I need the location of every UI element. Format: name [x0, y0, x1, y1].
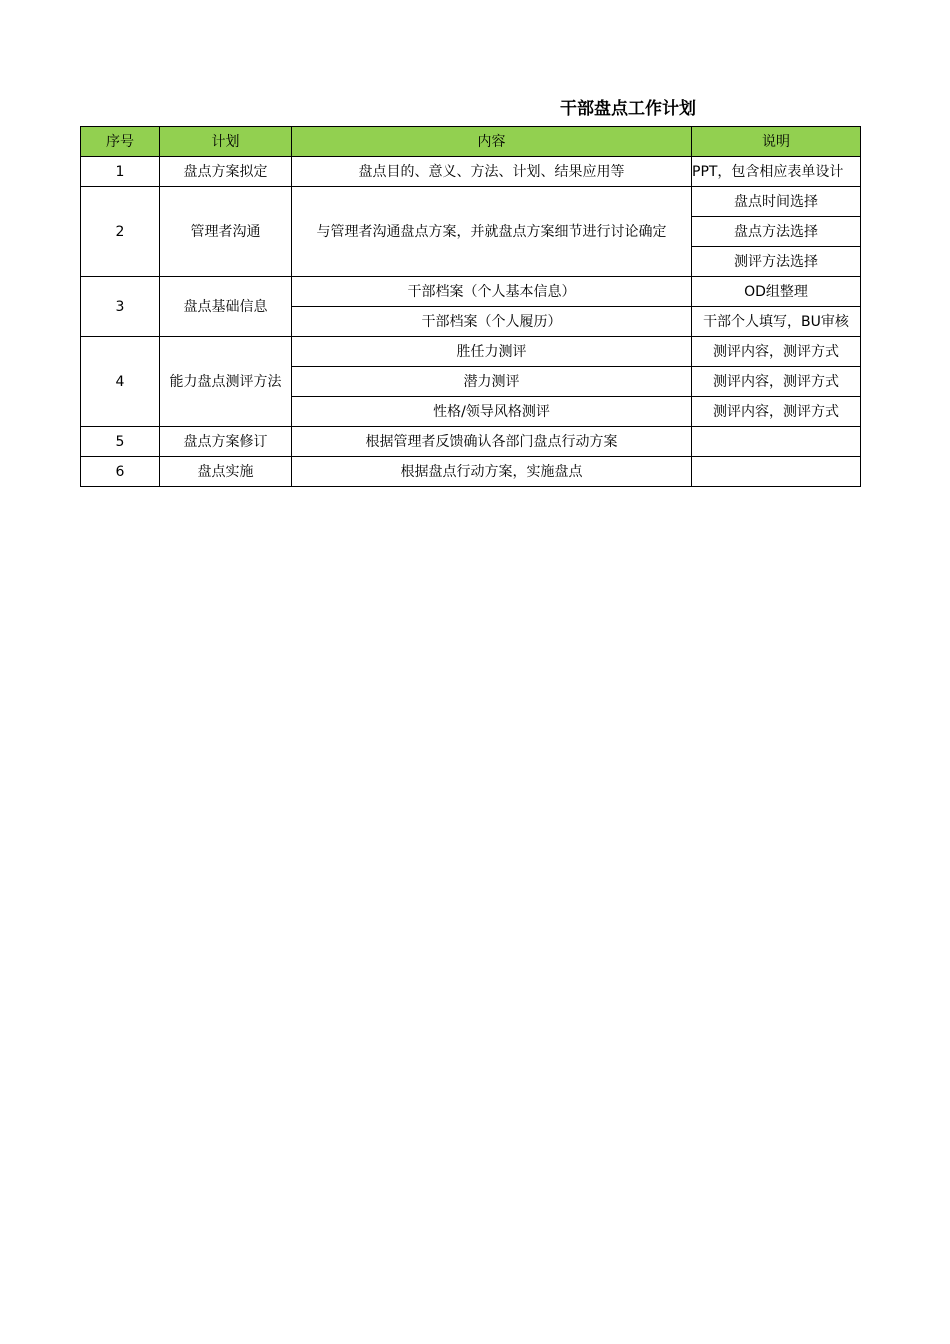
table-row [81, 457, 861, 487]
page-title: 干部盘点工作计划 [560, 99, 696, 119]
cell-note [692, 427, 861, 457]
cell-no: 3 [81, 277, 160, 337]
cell-content: 盘点目的、意义、方法、计划、结果应用等 [292, 157, 692, 187]
cell-plan: 盘点实施 [160, 457, 292, 487]
cell-note: OD组整理 [692, 277, 861, 307]
cell-no: 5 [81, 427, 160, 457]
cell-plan: 盘点基础信息 [160, 277, 292, 337]
table-row [81, 277, 861, 307]
cell-content: 干部档案（个人基本信息） [292, 277, 692, 307]
cell-content: 根据管理者反馈确认各部门盘点行动方案 [292, 427, 692, 457]
cell-plan: 管理者沟通 [160, 187, 292, 277]
cell-no: 6 [81, 457, 160, 487]
table-header-row [81, 127, 861, 157]
cell-content: 潜力测评 [292, 367, 692, 397]
cell-plan: 盘点方案拟定 [160, 157, 292, 187]
header-plan: 计划 [160, 127, 292, 157]
header-note: 说明 [692, 127, 861, 157]
cell-note: 测评内容，测评方式 [692, 397, 861, 427]
cell-content: 与管理者沟通盘点方案，并就盘点方案细节进行讨论确定 [292, 187, 692, 277]
cell-note: 盘点时间选择 [692, 187, 861, 217]
work-plan-table [80, 126, 861, 487]
header-no: 序号 [81, 127, 160, 157]
cell-content: 性格/领导风格测评 [292, 397, 692, 427]
cell-note: 盘点方法选择 [692, 217, 861, 247]
table-row [81, 187, 861, 217]
cell-content: 根据盘点行动方案，实施盘点 [292, 457, 692, 487]
cell-note [692, 457, 861, 487]
cell-note: 测评内容，测评方式 [692, 337, 861, 367]
table-row [81, 427, 861, 457]
cell-no: 4 [81, 337, 160, 427]
table-row [81, 157, 861, 187]
cell-no: 1 [81, 157, 160, 187]
cell-plan: 盘点方案修订 [160, 427, 292, 457]
cell-content: 胜任力测评 [292, 337, 692, 367]
cell-no: 2 [81, 187, 160, 277]
cell-content: 干部档案（个人履历） [292, 307, 692, 337]
cell-note: PPT，包含相应表单设计 [692, 157, 861, 187]
cell-plan: 能力盘点测评方法 [160, 337, 292, 427]
cell-note: 测评方法选择 [692, 247, 861, 277]
cell-note: 测评内容，测评方式 [692, 367, 861, 397]
header-content: 内容 [292, 127, 692, 157]
cell-note: 干部个人填写，BU审核 [692, 307, 861, 337]
table-row [81, 337, 861, 367]
